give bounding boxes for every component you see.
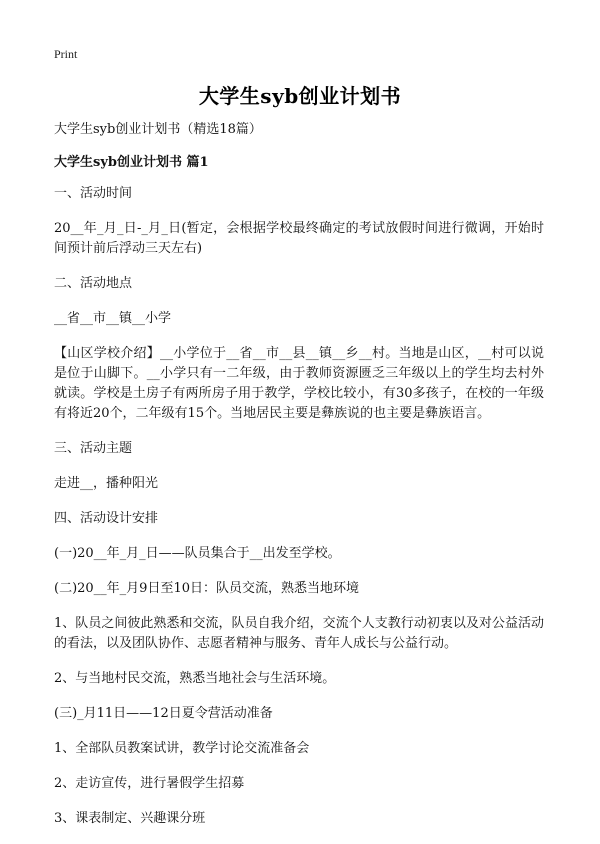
paragraph-plan-step-3-item-2: 2、走访宣传，进行暑假学生招募: [54, 776, 245, 791]
paragraph-plan-step-2-item-2: 2、与当地村民交流，熟悉当地社会与生活环境。: [54, 671, 336, 686]
paragraph-activity-time-heading: 一、活动时间: [54, 186, 133, 201]
paragraph-activity-theme-heading: 三、活动主题: [54, 441, 133, 456]
paragraph-plan-step-2-item-1: 1、队员之间彼此熟悉和交流，队员自我介绍，交流个人支教行动初衷以及对公益活动的看法，以及团队协作、志愿者精神与服务、青年人成长与公益行动。: [54, 616, 544, 651]
paragraph-plan-step-3-item-1: 1、全部队员教案试讲，教学讨论交流准备会: [54, 741, 310, 756]
document-subtitle: 大学生syb创业计划书（精选18篇）: [54, 122, 262, 137]
paragraph-plan-step-1: (一)20__年_月_日——队员集合于__出发至学校。: [54, 546, 341, 561]
section-title: 大学生syb创业计划书 篇1: [54, 155, 209, 170]
paragraph-activity-plan-heading: 四、活动设计安排: [54, 511, 159, 526]
paragraph-activity-time: 20__年_月_日-_月_日(暂定，会根据学校最终确定的考试放假时间进行微调，开始时间预计前后浮动三天左右): [54, 221, 544, 256]
paragraph-activity-location: __省__市__镇__小学: [54, 311, 172, 326]
document-body: [54, 184, 544, 844]
paragraph-plan-step-2: (二)20__年_月9日至10日：队员交流，熟悉当地环境: [54, 581, 359, 596]
paragraph-activity-theme: 走进__，播种阳光: [54, 476, 159, 491]
paragraph-plan-step-3-item-3: 3、课表制定、兴趣课分班: [54, 811, 206, 826]
document-title: 大学生syb创业计划书: [198, 84, 402, 108]
paragraph-school-intro: 【山区学校介绍】__小学位于__省__市__县__镇__乡__村。当地是山区，__村可以说是位于山脚下。__小学只有一二年级，由于教师资源匮乏三年级以上的学生均去村外就读。学校是土房子有两所房子用于教学，学校比较小，有30多孩子，在校的一年级有将近20个，二年级有15个。当地居民主要是彝族说的也主要是彝族语言。: [54, 346, 544, 421]
paragraph-activity-location-heading: 二、活动地点: [54, 276, 133, 291]
paragraph-plan-step-3: (三)_月11日——12日夏令营活动准备: [54, 706, 273, 721]
print-label[interactable]: Print: [54, 47, 78, 61]
